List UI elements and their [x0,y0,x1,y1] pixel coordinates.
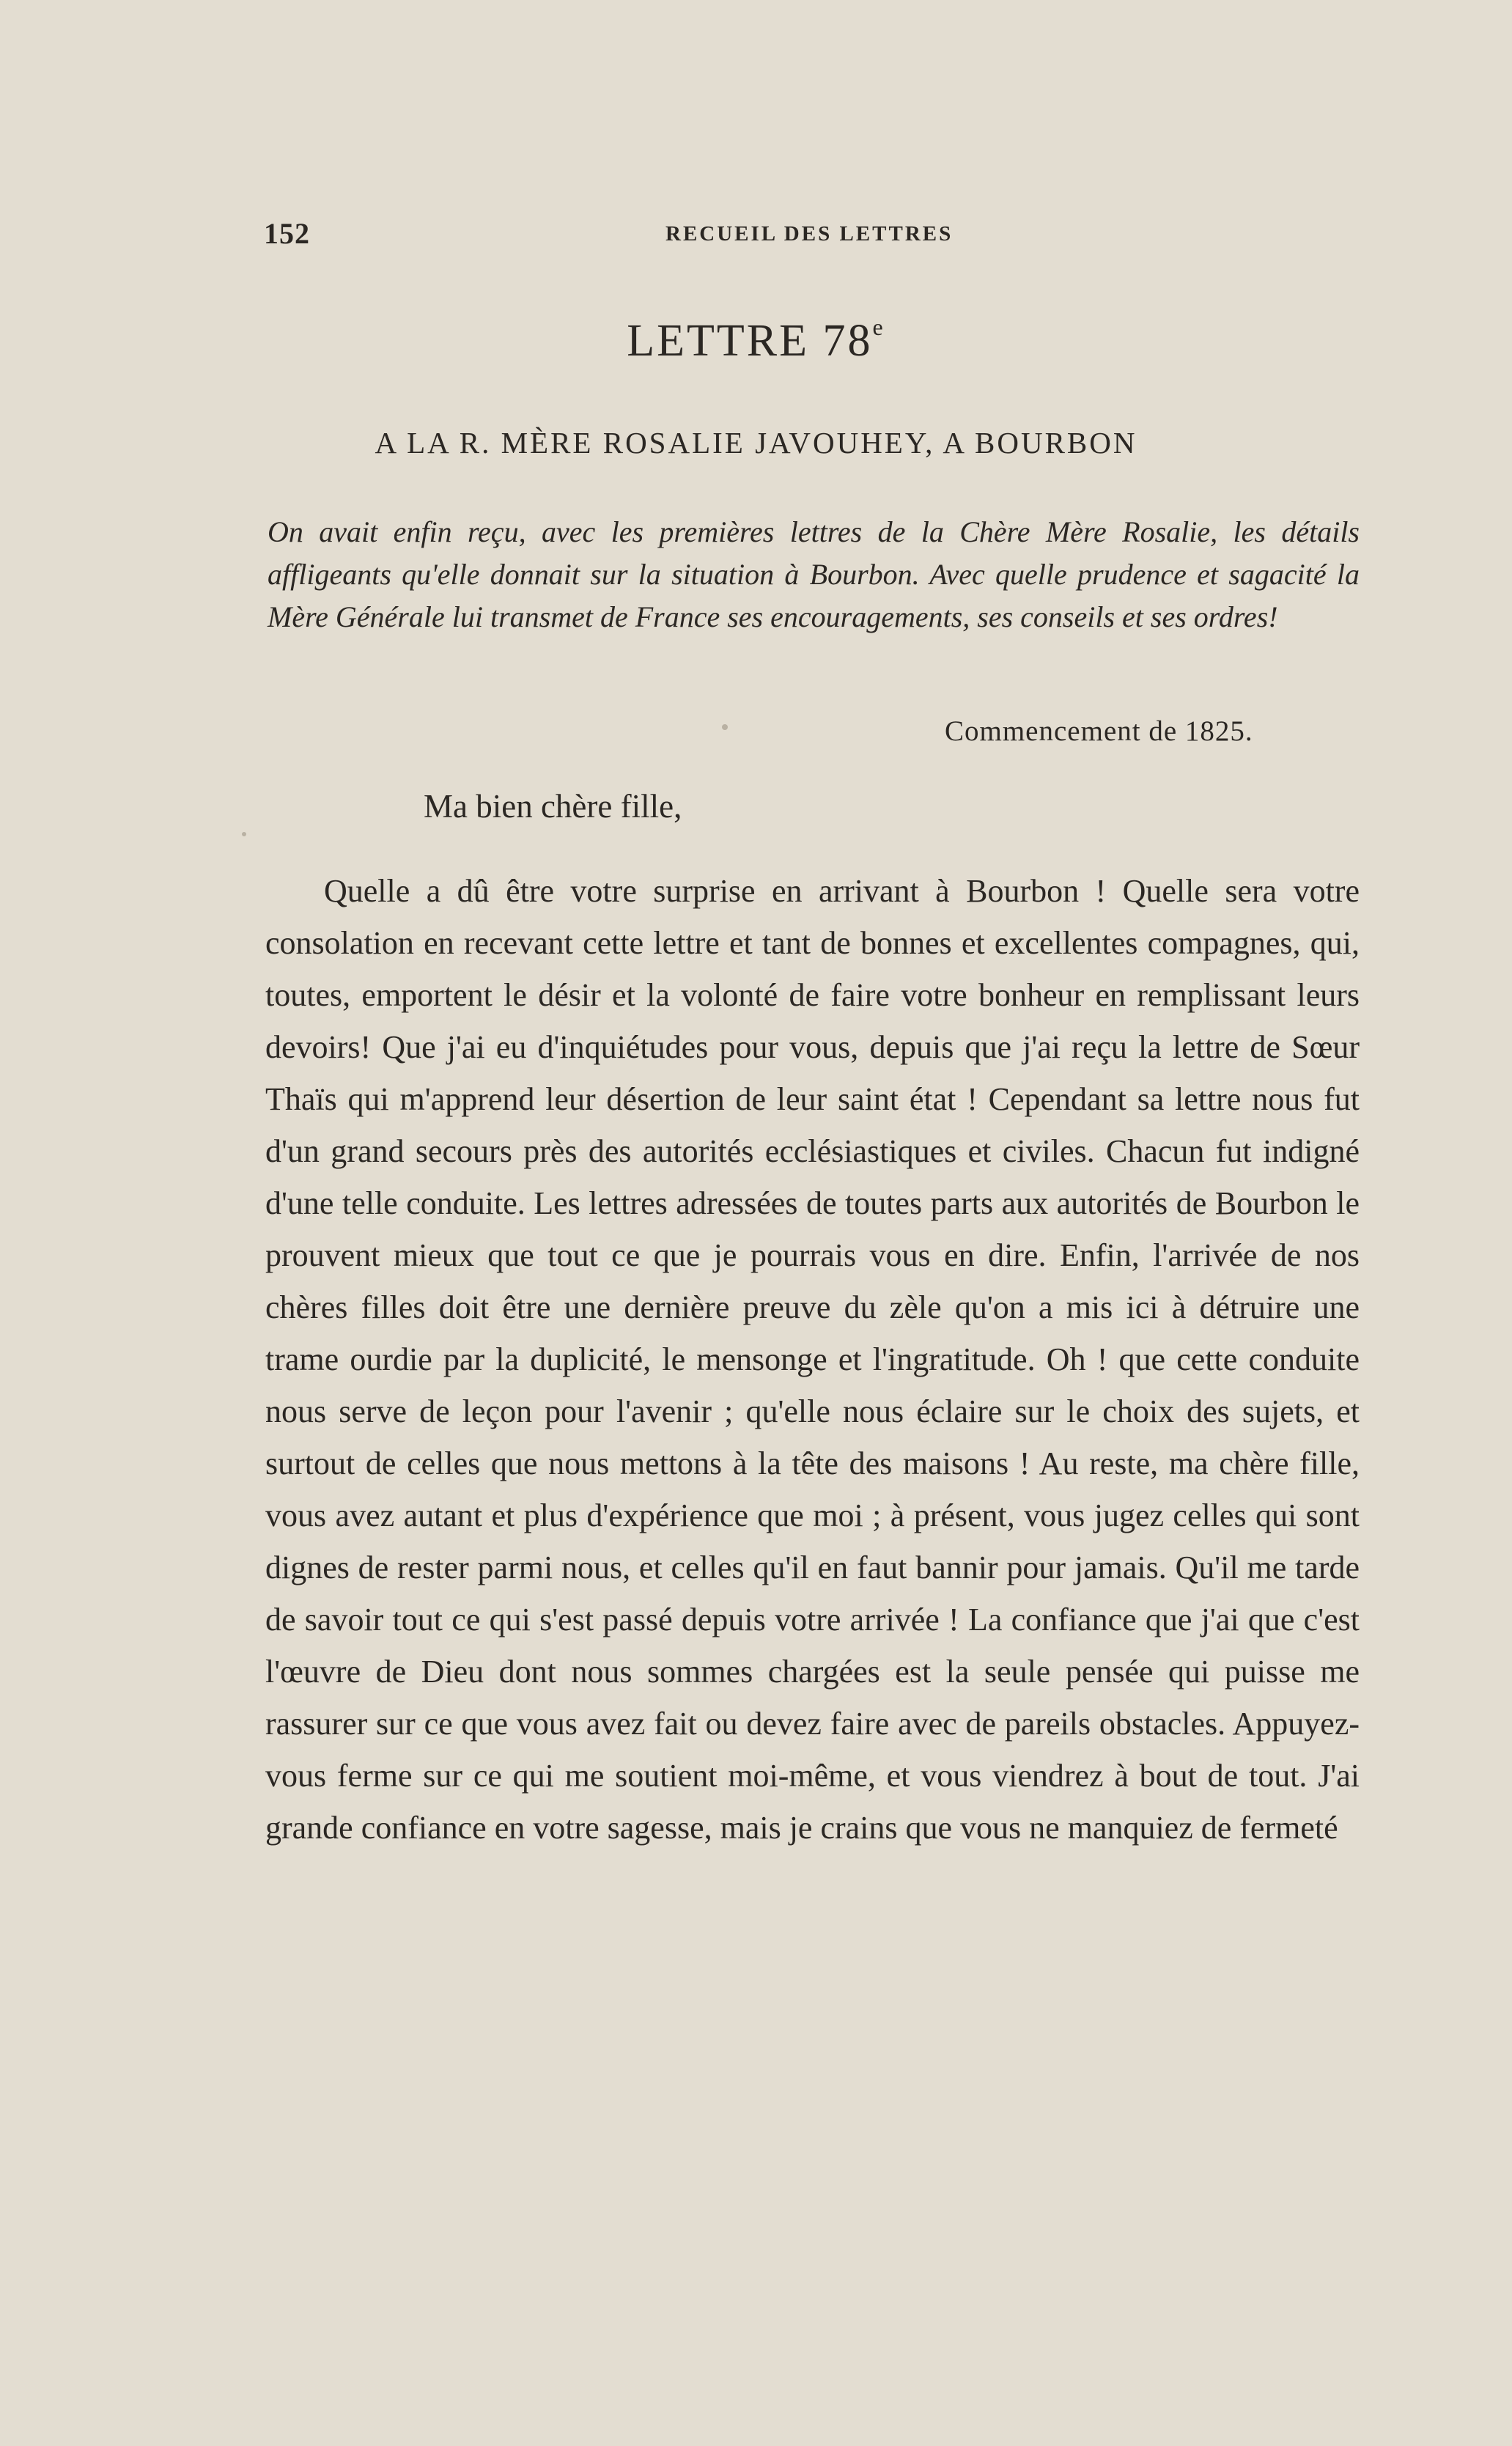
running-title: RECUEIL DES LETTRES [665,222,954,246]
page-number: 152 [264,217,310,250]
letter-title [0,315,1512,367]
letter-title-text: LETTRE 78 [627,316,873,366]
letter-title-superscript: e [872,314,885,340]
letter-body: Quelle a dû être votre surprise en arrivant à Bourbon ! Quelle sera votre consolation en recevant cette lettre et tant de bonnes et excellentes compagnes, qui, toutes, emportent le désir et la volonté de faire votre bonheur en remplissant leurs devoirs! Que j'ai eu d'inquiétudes pour vous, depuis que j'ai reçu la lettre de Sœur Thaïs qui m'apprend leur désertion de leur saint état ! Cependant sa lettre nous fut d'un grand secours près des autorités ecclésiastiques et civiles. Chacun fut indigné d'une telle conduite. Les lettres adressées de toutes parts aux autorités de Bourbon le prouvent mieux que tout ce que je pourrais vous en dire. Enfin, l'arrivée de nos chères filles doit être une dernière preuve du zèle qu'on a mis ici à détruire une trame ourdie par la duplicité, le mensonge et l'ingratitude. Oh ! que cette conduite nous serve de leçon pour l'avenir ; qu'elle nous éclaire sur le choix des sujets, et surtout de celles que nous mettons à la tête des maisons ! Au reste, ma chère fille, vous avez autant et plus d'expérience que moi ; à présent, vous jugez celles qui sont dignes de rester parmi nous, et celles qu'il en faut bannir pour jamais. Qu'il me tarde de savoir tout ce qui s'est passé depuis votre arrivée ! La confiance que j'ai que c'est l'œuvre de Dieu dont nous sommes chargées est la seule pensée qui puisse me rassurer sur ce que vous avez fait ou devez faire avec de pareils obstacles. Appuyez-vous ferme sur ce qui me soutient moi-même, et vous viendrez à bout de tout. J'ai grande confiance en votre sagesse, mais je crains que vous ne manquiez de fermeté [265,873,1360,1846]
letter-date: Commencement de 1825. [945,715,1253,747]
letter-salutation: Ma bien chère fille, [424,788,682,825]
running-head [264,216,1357,253]
letter-summary: On avait enfin reçu, avec les premières lettres de la Chère Mère Rosalie, les détails affligeants qu'elle donnait sur la situation à Bourbon. Avec quelle prudence et sagacité la Mère Générale lui transmet de France ses encouragements, ses conseils et ses ordres! [268,515,1360,633]
paper-speck [242,832,246,836]
paper-speck [722,724,728,730]
letter-addressee: A LA R. MÈRE ROSALIE JAVOUHEY, A BOURBON [375,426,1137,460]
